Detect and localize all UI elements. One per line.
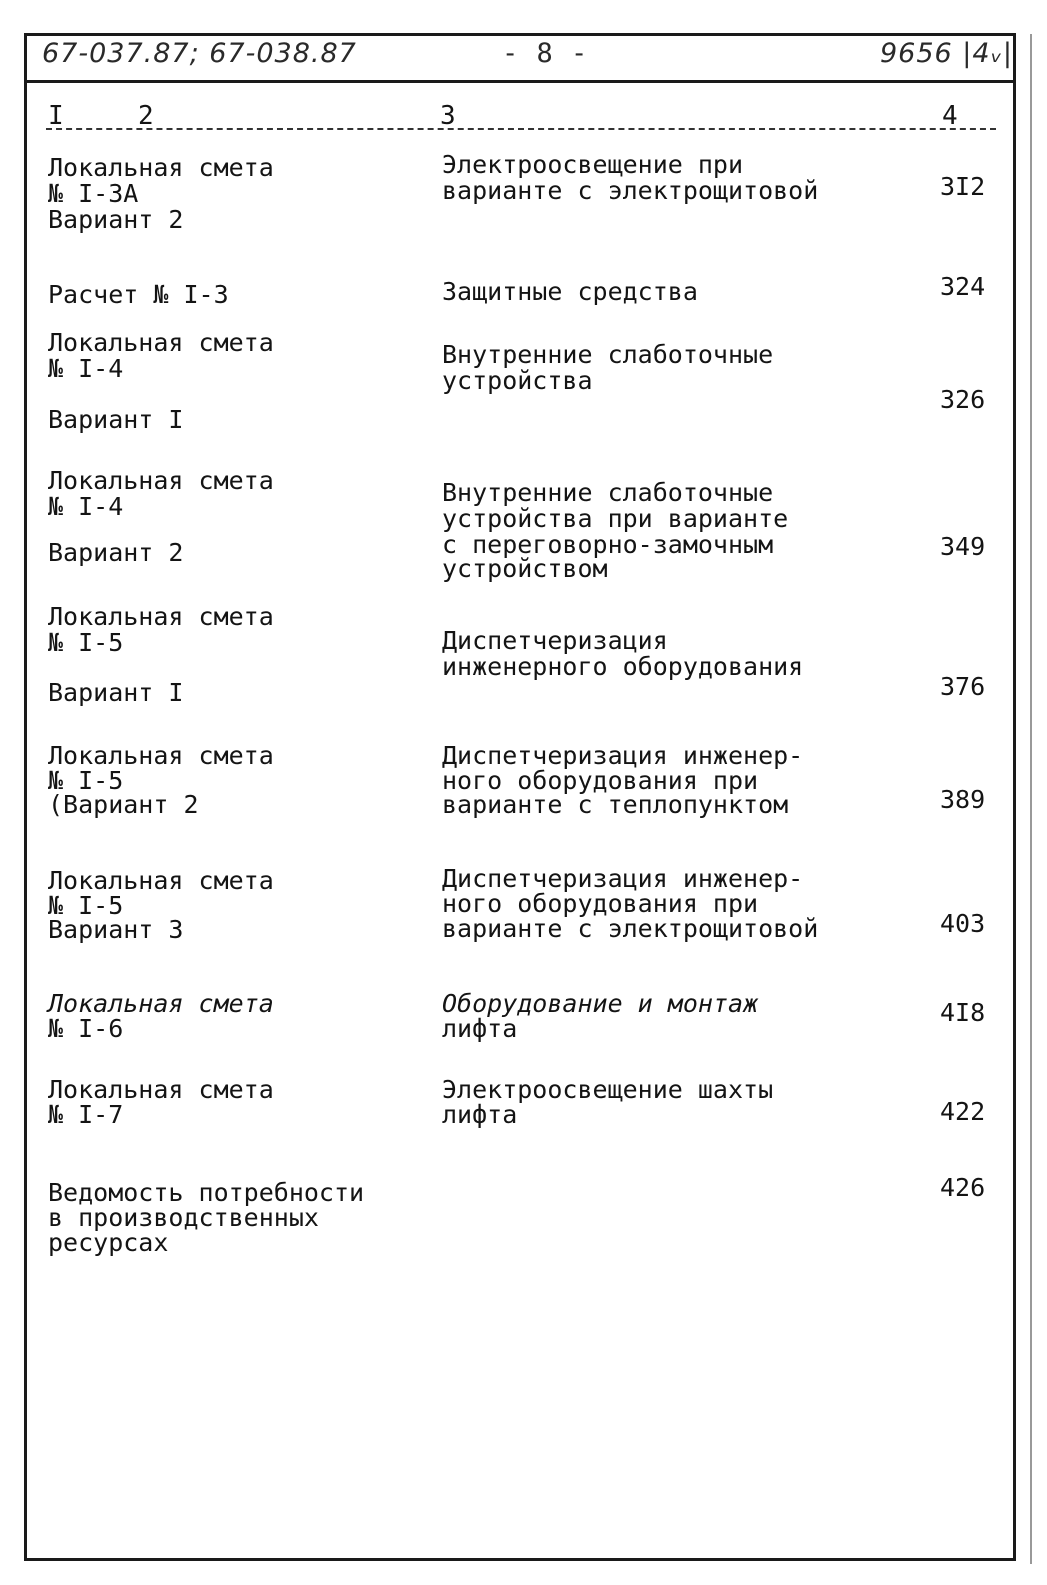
- row-2-left-line-1: № I-4: [48, 354, 124, 383]
- row-7-page: 4I8: [940, 998, 986, 1027]
- row-9-left-line-1: в производственных: [48, 1203, 319, 1232]
- row-3-page: 349: [940, 532, 986, 561]
- row-0-left-line-1: № I-3А: [48, 179, 139, 208]
- row-6-desc-line-1: ного оборудования при: [442, 889, 759, 918]
- row-6-page: 403: [940, 909, 986, 938]
- row-4-left-line-0: Локальная смета: [48, 602, 274, 631]
- row-2-desc-line-1: устройства: [442, 366, 593, 395]
- row-6-left-line-2: Вариант 3: [48, 915, 184, 944]
- row-2-page: 326: [940, 385, 986, 414]
- row-2-left-line-0: Локальная смета: [48, 328, 274, 357]
- row-5-desc-line-2: варианте с теплопунктом: [442, 790, 789, 819]
- page-number: - 8 -: [502, 38, 589, 69]
- row-8-desc-line-1: лифта: [442, 1100, 518, 1129]
- column-header-rule: [46, 128, 996, 130]
- row-6-desc-line-2: варианте с электрощитовой: [442, 914, 819, 943]
- column-number-3: 3: [440, 101, 456, 131]
- row-4-desc-line-0: Диспетчеризация: [442, 626, 668, 655]
- row-5-desc-line-0: Диспетчеризация инженер-: [442, 741, 804, 770]
- row-3-left-line-0: Локальная смета: [48, 466, 274, 495]
- row-5-left-line-2: (Вариант 2: [48, 790, 199, 819]
- row-8-desc-line-0: Электроосвещение шахты: [442, 1075, 774, 1104]
- row-0-desc-line-1: варианте с электрощитовой: [442, 176, 819, 205]
- column-number-1: I: [48, 101, 64, 131]
- column-number-4: 4: [942, 101, 958, 131]
- row-7-desc-line-0: Оборудование и монтаж: [442, 989, 759, 1018]
- row-4-page: 376: [940, 672, 986, 701]
- row-5-left-line-1: № I-5: [48, 766, 124, 795]
- sheet-reference: 9656 |4ᵥ|: [880, 38, 1013, 69]
- row-9-page: 426: [940, 1173, 986, 1202]
- row-5-desc-line-1: ного оборудования при: [442, 766, 759, 795]
- row-4-left-line-1: № I-5: [48, 628, 124, 657]
- row-1-desc-line-0: Защитные средства: [442, 277, 698, 306]
- row-9-left-line-2: ресурсах: [48, 1228, 169, 1257]
- row-7-desc-line-1: лифта: [442, 1014, 518, 1043]
- row-0-page: 3I2: [940, 172, 986, 201]
- row-3-desc-line-2: с переговорно-замочным: [442, 530, 774, 559]
- row-3-desc-line-0: Внутренние слаботочные: [442, 478, 774, 507]
- document-codes: 67-037.87; 67-038.87: [42, 38, 357, 69]
- row-4-desc-line-1: инженерного оборудования: [442, 652, 804, 681]
- scan-edge-line: [1030, 34, 1032, 1564]
- header-rule: [27, 80, 1016, 83]
- row-4-left-extra: Вариант I: [48, 678, 184, 707]
- row-3-left-line-1: № I-4: [48, 492, 124, 521]
- row-1-left-line-0: Расчет № I-3: [48, 280, 229, 309]
- row-0-left-line-2: Вариант 2: [48, 205, 184, 234]
- row-6-left-line-0: Локальная смета: [48, 866, 274, 895]
- column-number-2: 2: [138, 101, 154, 131]
- row-0-left-line-0: Локальная смета: [48, 153, 274, 182]
- row-3-left-extra: Вариант 2: [48, 538, 184, 567]
- row-8-left-line-1: № I-7: [48, 1100, 124, 1129]
- row-3-desc-line-3: устройством: [442, 554, 608, 583]
- row-5-page: 389: [940, 785, 986, 814]
- row-3-desc-line-1: устройства при варианте: [442, 504, 789, 533]
- row-5-left-line-0: Локальная смета: [48, 741, 274, 770]
- row-7-left-line-1: № I-6: [48, 1014, 124, 1043]
- row-9-left-line-0: Ведомость потребности: [48, 1178, 365, 1207]
- row-6-desc-line-0: Диспетчеризация инженер-: [442, 864, 804, 893]
- row-0-desc-line-0: Электроосвещение при: [442, 150, 744, 179]
- row-2-left-extra: Вариант I: [48, 405, 184, 434]
- row-2-desc-line-0: Внутренние слаботочные: [442, 340, 774, 369]
- row-8-page: 422: [940, 1097, 986, 1126]
- row-6-left-line-1: № I-5: [48, 891, 124, 920]
- row-1-page: 324: [940, 272, 986, 301]
- row-7-left-line-0: Локальная смета: [48, 989, 274, 1018]
- row-8-left-line-0: Локальная смета: [48, 1075, 274, 1104]
